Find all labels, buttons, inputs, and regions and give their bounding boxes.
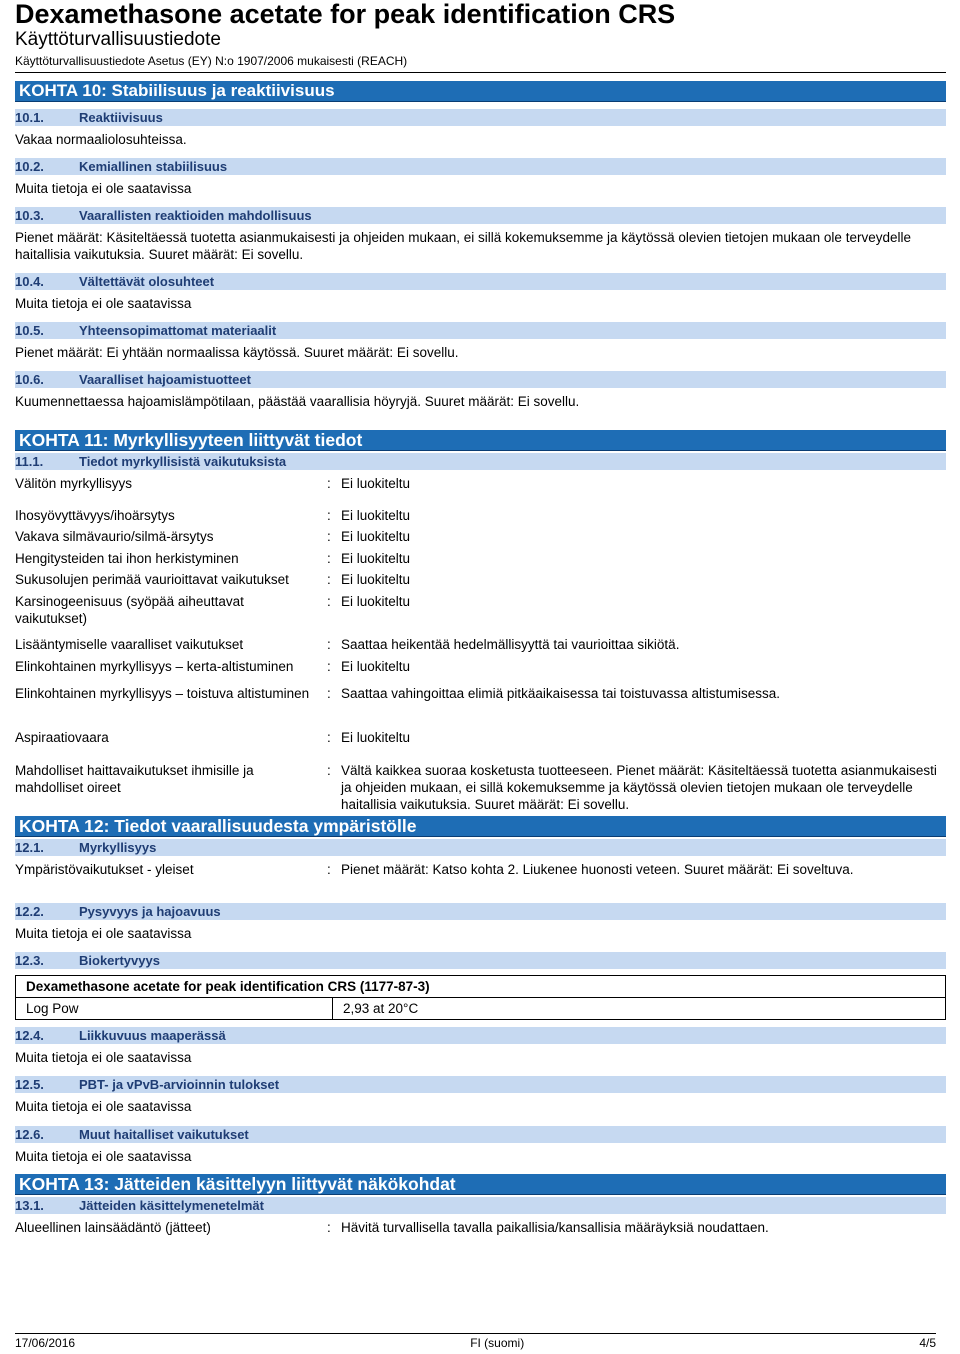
row-colon: : bbox=[327, 637, 331, 652]
toxicity-row bbox=[15, 593, 946, 636]
section-10-heading: KOHTA 10: Stabiilisuus ja reaktiivisuus bbox=[15, 81, 946, 102]
row-value: Saattaa vahingoittaa elimiä pitkäaikaisessa tai toistuvassa altistumisessa. bbox=[341, 686, 780, 701]
row-label: Alueellinen lainsäädäntö (jätteet) bbox=[15, 1220, 211, 1235]
footer-language: FI (suomi) bbox=[470, 1336, 525, 1350]
row-colon: : bbox=[327, 659, 331, 674]
row-colon: : bbox=[327, 508, 331, 523]
toxicity-row bbox=[15, 507, 946, 528]
row-value: Ei luokiteltu bbox=[341, 529, 411, 544]
subsection-number: 10.4. bbox=[15, 274, 44, 289]
subsection-number: 12.1. bbox=[15, 840, 44, 855]
text-10-6: Kuumennettaessa hajoamislämpötilaan, päästää vaarallisia höyryjä. Suuret määrät: Ei sovellu. bbox=[15, 394, 580, 409]
log-pow-table bbox=[15, 975, 946, 1020]
subsection-title: Biokertyvyys bbox=[79, 953, 160, 968]
subsection-12-2 bbox=[15, 903, 946, 920]
subsection-title: Vaarallisten reaktioiden mahdollisuus bbox=[79, 208, 312, 223]
text-10-5: Pienet määrät: Ei yhtään normaalissa käytössä. Suuret määrät: Ei sovellu. bbox=[15, 345, 459, 360]
row-label: Elinkohtainen myrkyllisyys – kerta-altistuminen bbox=[15, 659, 294, 674]
subsection-10-1 bbox=[15, 109, 946, 126]
toxicity-row bbox=[15, 475, 946, 507]
row-value: Ei luokiteltu bbox=[341, 551, 411, 566]
table-value: 2,93 at 20°C bbox=[333, 998, 946, 1020]
subsection-12-4 bbox=[15, 1027, 946, 1044]
subsection-title: Vältettävät olosuhteet bbox=[79, 274, 215, 289]
subsection-13-1 bbox=[15, 1197, 946, 1214]
subsection-title: Liikkuvuus maaperässä bbox=[79, 1028, 226, 1043]
env-effects-row bbox=[15, 861, 946, 903]
subsection-number: 10.5. bbox=[15, 323, 44, 338]
row-value: Ei luokiteltu bbox=[341, 659, 411, 674]
text-10-2: Muita tietoja ei ole saatavissa bbox=[15, 181, 192, 196]
section-13-heading: KOHTA 13: Jätteiden käsittelyyn liittyvät näkökohdat bbox=[15, 1174, 946, 1195]
toxicity-row bbox=[15, 528, 946, 550]
subsection-title: Muut haitalliset vaikutukset bbox=[79, 1127, 249, 1142]
subsection-title: Yhteensopimattomat materiaalit bbox=[79, 323, 277, 338]
text-10-1: Vakaa normaaliolosuhteissa. bbox=[15, 132, 187, 147]
footer-page-number: 4/5 bbox=[919, 1336, 936, 1350]
row-label: Karsinogeenisuus (syöpää aiheuttavat vaikutukset) bbox=[15, 594, 244, 626]
document-title: Dexamethasone acetate for peak identification CRS bbox=[15, 0, 676, 29]
row-label: Aspiraatiovaara bbox=[15, 730, 109, 745]
row-colon: : bbox=[327, 476, 331, 491]
subsection-title: Pysyvyys ja hajoavuus bbox=[79, 904, 221, 919]
subsection-12-1 bbox=[15, 839, 946, 856]
subsection-10-4 bbox=[15, 273, 946, 290]
subsection-number: 12.5. bbox=[15, 1077, 44, 1092]
subsection-number: 13.1. bbox=[15, 1198, 44, 1213]
row-colon: : bbox=[327, 730, 331, 745]
row-colon: : bbox=[327, 551, 331, 566]
row-colon: : bbox=[327, 763, 331, 778]
toxicity-row bbox=[15, 729, 946, 762]
subsection-12-5 bbox=[15, 1076, 946, 1093]
subsection-title: Vaaralliset hajoamistuotteet bbox=[79, 372, 251, 387]
text-10-3: Pienet määrät: Käsiteltäessä tuotetta asianmukaisesti ja ohjeiden mukaan, ei sillä kokemuksemme ja käytössä olevien tietojen mukaan ole terveydelle haitallisia vaikutuksia. Suuret määrät: Ei sovellu. bbox=[15, 230, 911, 262]
row-value: Hävitä turvallisella tavalla paikallisia/kansallisia määräyksiä noudattaen. bbox=[341, 1220, 769, 1235]
row-colon: : bbox=[327, 862, 331, 877]
table-label: Log Pow bbox=[16, 998, 333, 1020]
text-10-4: Muita tietoja ei ole saatavissa bbox=[15, 296, 192, 311]
regulation-line: Käyttöturvallisuustiedote Asetus (EY) N:o 1907/2006 mukaisesti (REACH) bbox=[15, 52, 946, 73]
subsection-11-1 bbox=[15, 453, 946, 470]
row-colon: : bbox=[327, 686, 331, 701]
subsection-number: 12.6. bbox=[15, 1127, 44, 1142]
row-label: Ympäristövaikutukset - yleiset bbox=[15, 862, 194, 877]
toxicity-row bbox=[15, 685, 946, 729]
subsection-number: 10.1. bbox=[15, 110, 44, 125]
text-12-2: Muita tietoja ei ole saatavissa bbox=[15, 926, 192, 941]
text-12-5: Muita tietoja ei ole saatavissa bbox=[15, 1099, 192, 1114]
row-colon: : bbox=[327, 594, 331, 609]
subsection-10-3 bbox=[15, 207, 946, 224]
row-label: Sukusolujen perimää vaurioittavat vaikutukset bbox=[15, 572, 289, 587]
subsection-12-3 bbox=[15, 952, 946, 969]
subsection-number: 12.3. bbox=[15, 953, 44, 968]
section-12-heading: KOHTA 12: Tiedot vaarallisuudesta ympäristölle bbox=[15, 816, 946, 837]
row-value: Vältä kaikkea suoraa kosketusta tuotteeseen. Pienet määrät: Käsiteltäessä tuotetta asianmukaisesti ja ohjeiden mukaan, ei sillä kokemuksemme ja käytössä olevien tietojen mukaan ole terveydelle haitallisia vaikutuksia. Suuret määrät: Ei sovellu. bbox=[341, 763, 937, 812]
toxicity-row bbox=[15, 658, 946, 685]
document-subtitle: Käyttöturvallisuustiedote bbox=[15, 29, 221, 50]
toxicity-row bbox=[15, 550, 946, 571]
subsection-title: Kemiallinen stabiilisuus bbox=[79, 159, 228, 174]
row-label: Ihosyövyttävyys/ihoärsytys bbox=[15, 508, 175, 523]
footer-date: 17/06/2016 bbox=[15, 1336, 76, 1350]
text-12-4: Muita tietoja ei ole saatavissa bbox=[15, 1050, 192, 1065]
subsection-number: 10.2. bbox=[15, 159, 44, 174]
subsection-title: Reaktiivisuus bbox=[79, 110, 163, 125]
subsection-number: 10.3. bbox=[15, 208, 44, 223]
row-value: Ei luokiteltu bbox=[341, 572, 411, 587]
subsection-12-6 bbox=[15, 1126, 946, 1143]
table-header: Dexamethasone acetate for peak identification CRS (1177-87-3) bbox=[16, 976, 946, 998]
toxicity-row bbox=[15, 571, 946, 593]
subsection-10-6 bbox=[15, 371, 946, 388]
row-colon: : bbox=[327, 572, 331, 587]
row-value: Ei luokiteltu bbox=[341, 508, 411, 523]
toxicity-row bbox=[15, 762, 946, 816]
row-label: Vakava silmävaurio/silmä-ärsytys bbox=[15, 529, 214, 544]
row-colon: : bbox=[327, 529, 331, 544]
subsection-number: 12.2. bbox=[15, 904, 44, 919]
subsection-number: 12.4. bbox=[15, 1028, 44, 1043]
row-value: Ei luokiteltu bbox=[341, 730, 411, 745]
row-label: Lisääntymiselle vaaralliset vaikutukset bbox=[15, 637, 244, 652]
row-value: Saattaa heikentää hedelmällisyyttä tai vaurioittaa sikiötä. bbox=[341, 637, 680, 652]
subsection-10-5 bbox=[15, 322, 946, 339]
subsection-title: Myrkyllisyys bbox=[79, 840, 157, 855]
waste-row bbox=[15, 1219, 946, 1236]
page-footer bbox=[15, 1333, 936, 1352]
text-12-6: Muita tietoja ei ole saatavissa bbox=[15, 1149, 192, 1164]
subsection-title: Tiedot myrkyllisistä vaikutuksista bbox=[79, 454, 287, 469]
row-value: Ei luokiteltu bbox=[341, 476, 411, 491]
section-11-heading: KOHTA 11: Myrkyllisyyteen liittyvät tiedot bbox=[15, 430, 946, 451]
row-value: Pienet määrät: Katso kohta 2. Liukenee huonosti veteen. Suuret määrät: Ei soveltuva. bbox=[341, 862, 854, 877]
row-colon: : bbox=[327, 1220, 331, 1235]
subsection-number: 10.6. bbox=[15, 372, 44, 387]
row-value: Ei luokiteltu bbox=[341, 594, 411, 609]
row-label: Välitön myrkyllisyys bbox=[15, 476, 133, 491]
toxicity-row bbox=[15, 636, 946, 658]
subsection-10-2 bbox=[15, 158, 946, 175]
row-label: Hengitysteiden tai ihon herkistyminen bbox=[15, 551, 239, 566]
subsection-title: Jätteiden käsittelymenetelmät bbox=[79, 1198, 264, 1213]
row-label: Elinkohtainen myrkyllisyys – toistuva altistuminen bbox=[15, 686, 310, 701]
row-label: Mahdolliset haittavaikutukset ihmisille ja mahdolliset oireet bbox=[15, 763, 254, 795]
subsection-title: PBT- ja vPvB-arvioinnin tulokset bbox=[79, 1077, 280, 1092]
subsection-number: 11.1. bbox=[15, 454, 44, 469]
